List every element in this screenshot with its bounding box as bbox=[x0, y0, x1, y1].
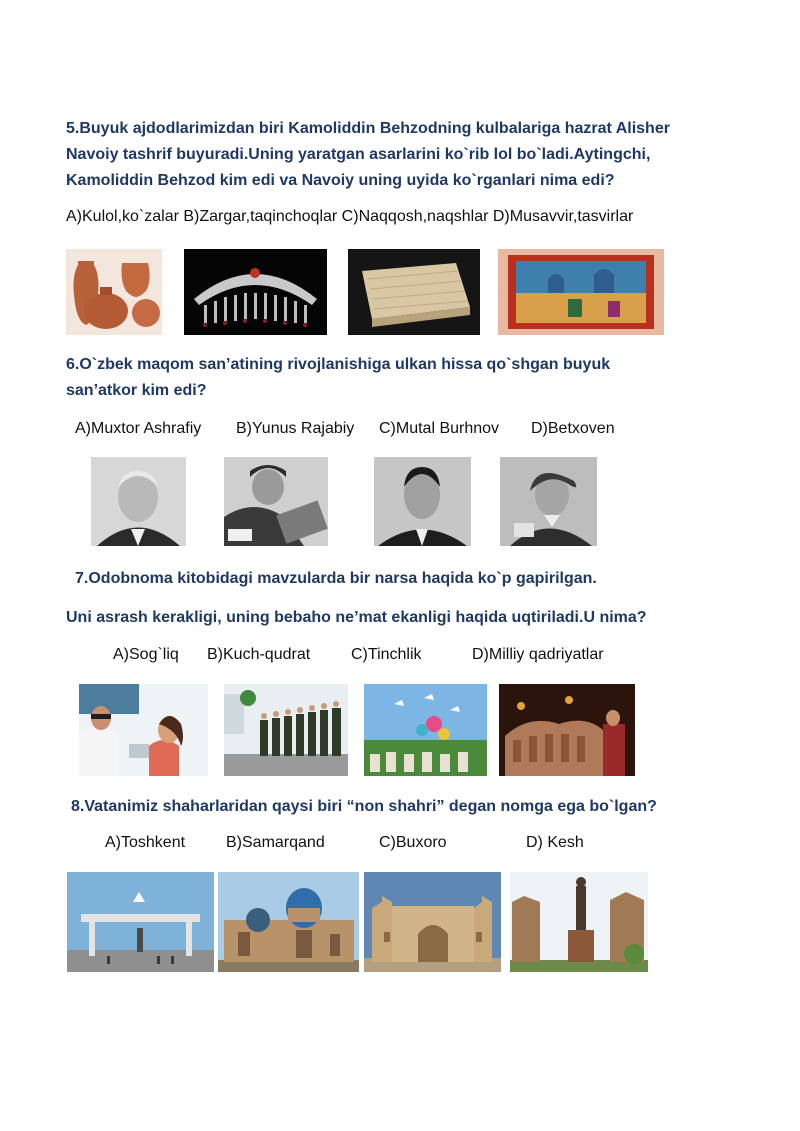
q7-option-b: B)Kuch-qudrat bbox=[207, 646, 311, 663]
portrait-burhonov-image bbox=[374, 457, 471, 546]
portrait-rajabiy-image bbox=[224, 457, 328, 546]
q6-option-b: B)Yunus Rajabiy bbox=[236, 420, 355, 437]
toshkent-image bbox=[67, 872, 214, 972]
q8-option-a: A)Toshkent bbox=[105, 834, 186, 851]
portrait-ashrafiy-image bbox=[91, 457, 186, 546]
carved-box-image bbox=[348, 249, 480, 335]
question-5: 5.Buyuk ajdodlarimizdan biri Kamoliddin Behzodning kulbalariga hazrat Alisher Navoiy tashrif buyuradi.Uning yaratgan asarlarini ko`rib lol bo`ladi.Aytingchi, Kamoliddin Behzod kim edi va Navoiy uning uyida ko`rganlari nima edi? bbox=[66, 120, 670, 189]
kesh-image bbox=[510, 872, 648, 972]
question-8: 8.Vatanimiz shaharlaridan qaysi biri “non shahri” degan nomga ega bo`lgan? bbox=[71, 798, 657, 815]
soldiers-image bbox=[224, 684, 348, 776]
portrait-beethoven-image bbox=[500, 457, 597, 546]
q8-option-d: D) Kesh bbox=[526, 834, 584, 851]
q8-option-c: C)Buxoro bbox=[379, 834, 447, 851]
pottery-image bbox=[66, 249, 162, 335]
q7-option-d: D)Milliy qadriyatlar bbox=[472, 646, 604, 663]
samarqand-image bbox=[218, 872, 359, 972]
buxoro-image bbox=[364, 872, 501, 972]
q6-option-c: C)Mutal Burhnov bbox=[379, 420, 500, 437]
miniature-painting-image bbox=[498, 249, 664, 335]
jewelry-image bbox=[184, 249, 327, 335]
question-7-line1: 7.Odobnoma kitobidagi mavzularda bir narsa haqida ko`p gapirilgan. bbox=[75, 570, 597, 587]
q8-option-b: B)Samarqand bbox=[226, 834, 325, 851]
national-values-image bbox=[499, 684, 635, 776]
health-checkup-image bbox=[79, 684, 208, 776]
q6-option-a: A)Muxtor Ashrafiy bbox=[75, 420, 202, 437]
q7-option-c: C)Tinchlik bbox=[351, 646, 422, 663]
question-6-line1: 6.O`zbek maqom san’atining rivojlanishiga ulkan hissa qo`shgan buyuk bbox=[66, 356, 611, 373]
question-6-line2: san’atkor kim edi? bbox=[66, 382, 207, 399]
q7-option-a: A)Sog`liq bbox=[113, 646, 179, 663]
question-7-line2: Uni asrash kerakligi, uning bebaho ne’mat ekanligi haqida uqtiriladi.U nima? bbox=[66, 609, 647, 626]
q6-option-d: D)Betxoven bbox=[531, 420, 615, 437]
question-5-options: A)Kulol,ko`zalar B)Zargar,taqinchoqlar C)Naqqosh,naqshlar D)Musavvir,tasvirlar bbox=[66, 208, 634, 225]
question-6 bbox=[66, 352, 706, 404]
peace-doves-image bbox=[364, 684, 487, 776]
